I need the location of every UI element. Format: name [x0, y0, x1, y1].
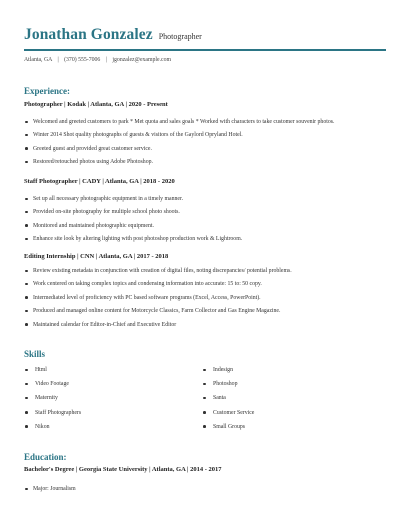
contact-line [24, 57, 171, 63]
location-text: Atlanta, GA [24, 57, 53, 63]
job-bullets [24, 194, 394, 248]
education-bullets [24, 484, 394, 497]
skills-list-right [202, 365, 372, 436]
list-item: Welcomed and greeted customers to park * Met quota and sales goals * Worked with characters to take customer souvenir photos. [24, 117, 394, 130]
list-item: Greeted guest and provided great customer service. [24, 144, 394, 157]
skills-heading: Skills [24, 349, 46, 359]
contact-separator: | [105, 57, 107, 63]
skill-item: Photoshop [202, 379, 372, 393]
name-row [24, 26, 386, 44]
job-role: Photographer [158, 32, 202, 41]
skill-item: Video Footage [24, 379, 194, 393]
list-item: Work centered on taking complex topics and condensing information into accurate: 15 to: 50 copy. [24, 279, 394, 292]
list-item: Provided on-site photography for multiple school photo shoots. [24, 207, 394, 220]
skill-item: Small Groups [202, 422, 372, 436]
header-divider [24, 49, 386, 51]
job-bullets [24, 117, 394, 171]
experience-heading: Experience: [24, 86, 70, 96]
contact-separator: | [57, 57, 59, 63]
skill-item: Nikon [24, 422, 194, 436]
degree-title: Bachelor's Degree | Georgia State University | Atlanta, GA | 2014 - 2017 [24, 466, 222, 473]
skill-item: Indesign [202, 365, 372, 379]
skill-item: Html [24, 365, 194, 379]
phone-text: (370) 555-7006 [64, 57, 101, 63]
job-title: Staff Photographer | CADY | Atlanta, GA | 2018 - 2020 [24, 178, 175, 185]
skill-item: Staff Photographers [24, 408, 194, 422]
candidate-name: Jonathan Gonzalez [24, 26, 153, 43]
list-item: Review existing metadata in conjunction with creation of digital files, noting discrepancies/ potential problems. [24, 266, 394, 279]
list-item: Enhance site look by altering lighting with post photoshop production work & Lightroom. [24, 234, 394, 247]
skills-list-left [24, 365, 194, 436]
resume-header [24, 26, 386, 63]
list-item: Winter 2014 Shot quality photographs of guests & visitors of the Gaylord Opryland Hotel. [24, 130, 394, 143]
list-item: Restored/retouched photos using Adobe Photoshop. [24, 157, 394, 170]
list-item: Maintained calendar for Editor-in-Chief and Executive Editor [24, 320, 394, 333]
email-text: jgonzalez@example.com [112, 57, 172, 63]
education-heading: Education: [24, 452, 67, 462]
job-title: Editing Internship | CNN | Atlanta, GA | 2017 - 2018 [24, 253, 169, 260]
list-item: Produced and managed online content for Motorcycle Classics, Farm Collector and Gas Engine Magazine. [24, 306, 394, 319]
skill-item: Santa [202, 393, 372, 407]
skill-item: Maternity [24, 393, 194, 407]
list-item: Intermediated level of proficiency with PC based software programs (Excel, Access, PowerPoint). [24, 293, 394, 306]
job-title: Photographer | Kodak | Atlanta, GA | 2020 - Present [24, 101, 168, 108]
list-item: Monitored and maintained photographic equipment. [24, 221, 394, 234]
list-item: Set up all necessary photographic equipment in a timely manner. [24, 194, 394, 207]
job-bullets [24, 266, 394, 333]
skill-item: Customer Service [202, 408, 372, 422]
list-item: Major: Journalism [24, 484, 394, 497]
